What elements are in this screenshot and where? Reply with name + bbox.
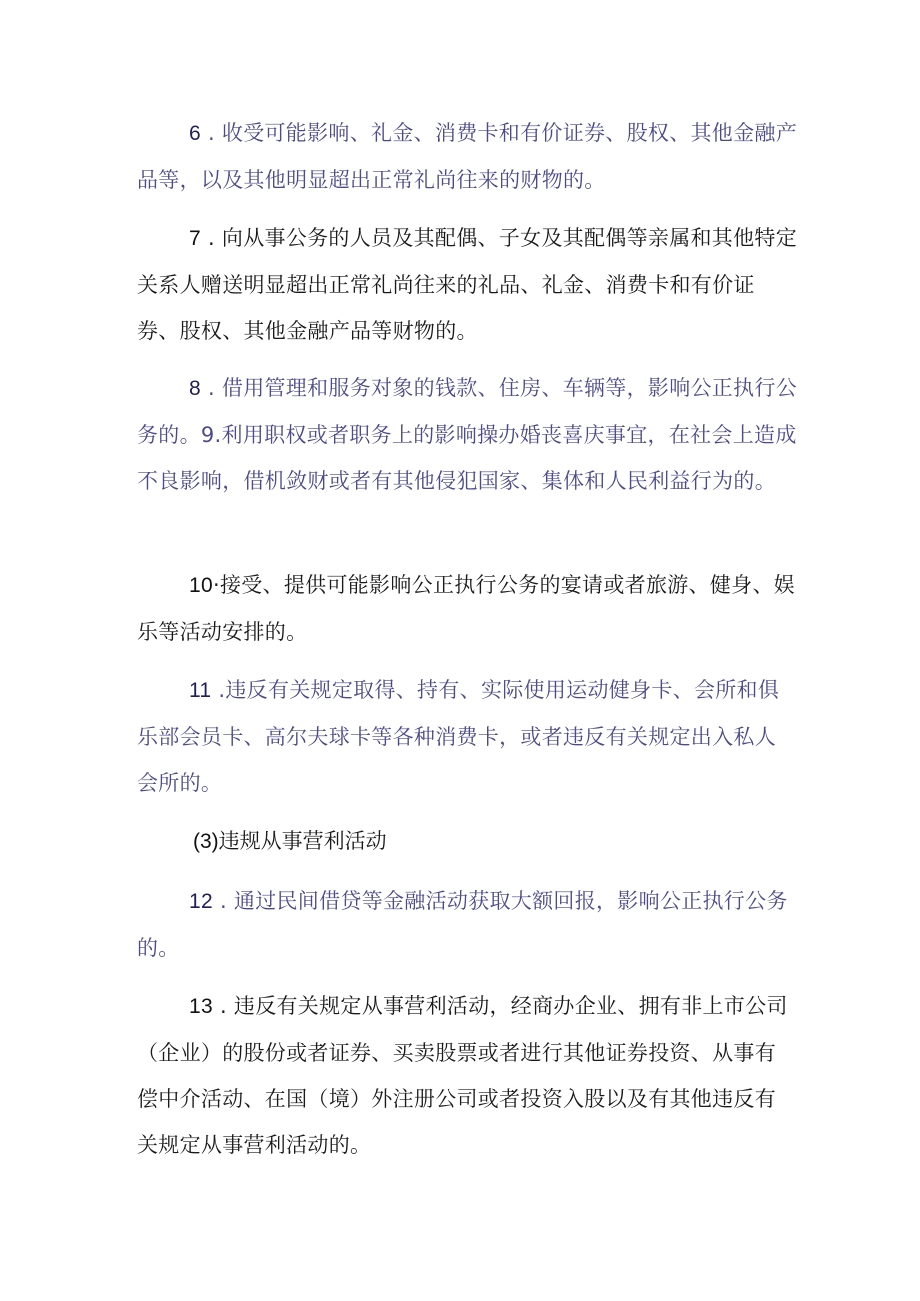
clause-13 bbox=[137, 983, 797, 1168]
clause-text: . 违反有关规定从事营利活动，经商办企业、拥有非上市公司（企业）的股份或者证券、买卖股票或者进行其他证券投资、从事有偿中介活动、在国（境）外注册公司或者投资入股以及有其他违反有关规定从事营利活动的。 bbox=[137, 994, 788, 1157]
section-number: (3) bbox=[193, 830, 219, 853]
section-heading bbox=[193, 818, 387, 865]
clause-number: 7 bbox=[189, 227, 201, 250]
clause-7 bbox=[137, 215, 797, 354]
clause-8-9 bbox=[137, 365, 797, 504]
clause-number: 8 bbox=[189, 377, 201, 400]
clause-number: 13 bbox=[189, 995, 213, 1018]
clause-text: . 通过民间借贷等金融活动获取大额回报，影响公正执行公务的。 bbox=[137, 889, 788, 960]
clause-number: 12 bbox=[189, 890, 213, 913]
clause-11 bbox=[137, 667, 797, 806]
clause-10 bbox=[137, 562, 797, 655]
clause-text: . 向从事公务的人员及其配偶、子女及其配偶等亲属和其他特定关系人赠送明显超出正常礼尚往来的礼品、礼金、消费卡和有价证券、股权、其他金融产品等财物的。 bbox=[137, 226, 798, 343]
clause-text: . 收受可能影响、礼金、消费卡和有价证券、股权、其他金融产品等，以及其他明显超出正常礼尚往来的财物的。 bbox=[137, 121, 798, 192]
clause-number: 10 bbox=[189, 574, 213, 597]
clause-text: . 借用管理和服务对象的钱款、住房、车辆等，影响公正执行公务的。9.利用职权或者职务上的影响操办婚丧喜庆事宜，在社会上造成不良影响，借机敛财或者有其他侵犯国家、集体和人民利益行为的。 bbox=[137, 376, 798, 493]
section-title: 违规从事营利活动 bbox=[218, 829, 387, 853]
clause-text: .违反有关规定取得、持有、实际使用运动健身卡、会所和俱乐部会员卡、高尔夫球卡等各种消费卡，或者违反有关规定出入私人会所的。 bbox=[137, 678, 780, 795]
clause-number: 11 bbox=[189, 679, 212, 702]
clause-12 bbox=[137, 878, 797, 971]
clause-text: ·接受、提供可能影响公正执行公务的宴请或者旅游、健身、娱乐等活动安排的。 bbox=[137, 573, 796, 644]
clause-number: 6 bbox=[189, 122, 201, 145]
clause-6 bbox=[137, 110, 797, 203]
